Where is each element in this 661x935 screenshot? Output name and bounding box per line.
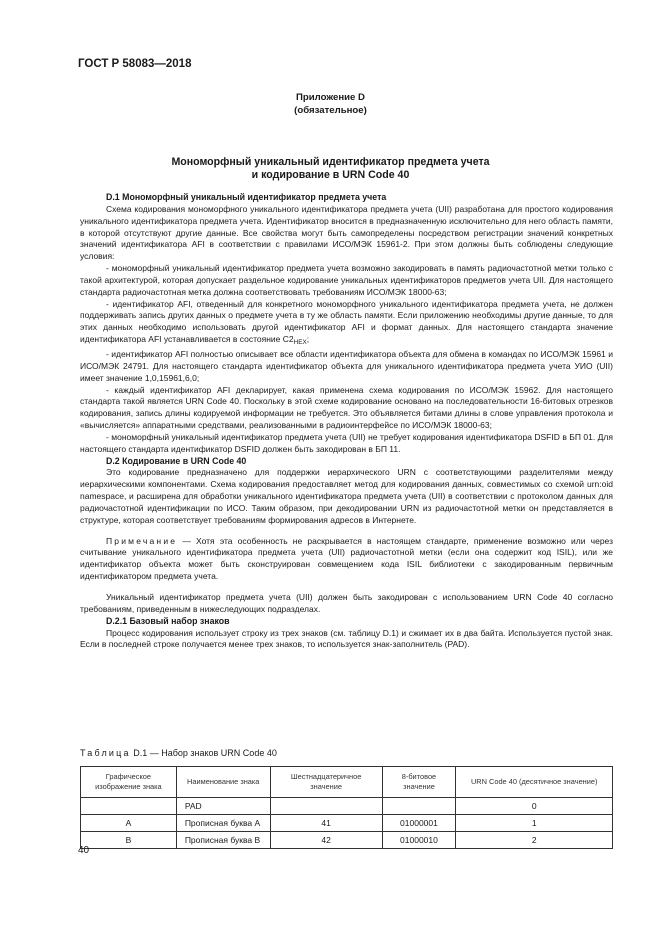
paragraph: Уникальный идентификатор предмета учета (UII) должен быть закодирован с использованием URN Code 40 согласно требованиям, приведенным в нижеследующих подразделах.: [80, 592, 613, 614]
list-item: - идентификатор AFI полностью описывает все области идентификатора объекта для обмена в командах по ИСО/МЭК 15961 и ИСО/МЭК 24791. Для настоящего стандарта идентификатор объекта для уникального идентификатора предмета учета УИО (UII) имеет значение 1,0,15961,6,0;: [80, 348, 613, 383]
table-header-row: [81, 767, 613, 798]
column-header: Наименование знака: [176, 767, 270, 798]
subscript-hex: HEX: [293, 339, 307, 347]
table-cell: A: [81, 815, 177, 832]
table-row: [81, 815, 613, 832]
table-cell: 0: [456, 798, 613, 815]
document-body: [80, 192, 613, 651]
note-text: — Хотя эта особенность не раскрывается в настоящем стандарте, применение возможно или через считывание уникального идентификатора предмета учета (UII) радиочастотной метки (если она содержит код ISIL), или же идентификатор объекта может быть сконструирован совмещением кода ISIL библиотеки с закодированным первичным идентификатором предмета учета.: [80, 535, 613, 582]
table-cell: Прописная буква B: [176, 832, 270, 849]
section-d21-heading: D.2.1 Базовый набор знаков: [106, 615, 230, 626]
table-cell: 1: [456, 815, 613, 832]
annex-status: (обязательное): [294, 105, 367, 116]
spacer: [80, 583, 613, 592]
list-item-text: - идентификатор AFI, отведенный для конкретного мономорфного уникального идентификатора предмета учета, не должен поддерживать запись других данных о предмете учета в ту же область памяти. Если приложению необходимы другие данные, то для этих данных необходимо использовать другой идентификатор AFI и формат данных. Для настоящего стандарта значение идентификатора AFI устанавливается в состояние C2: [80, 298, 613, 345]
standard-header: ГОСТ Р 58083—2018: [78, 58, 192, 70]
list-item: - мономорфный уникальный идентификатор предмета учета (UII) не требует кодирования идентификатора DSFID в БП 01. Для настоящего стандарта идентификатор DSFID должен быть закодирован в БП 11.: [80, 431, 613, 454]
table-cell: 01000001: [382, 815, 456, 832]
column-header: Шестнадцатеричное значение: [270, 767, 382, 798]
annex-title: Приложение D: [296, 92, 365, 103]
table-cell: Прописная буква A: [176, 815, 270, 832]
list-item-end: ;: [306, 334, 310, 345]
table-caption-label: Таблица: [80, 748, 131, 758]
paragraph: Процесс кодирования использует строку из трех знаков (см. таблицу D.1) и сжимает их в два байта. Используется пустой знак. Если в последней строке получается менее трех знаков, то используется знак-заполнитель (PAD).: [80, 627, 613, 650]
table-row: [81, 832, 613, 849]
charset-table: [80, 766, 613, 849]
note: [80, 536, 613, 583]
column-header: Графическое изображение знака: [81, 767, 177, 798]
section-d1-heading: D.1 Мономорфный уникальный идентификатор предмета учета: [106, 192, 387, 202]
table-cell: 41: [270, 815, 382, 832]
table-cell: B: [81, 832, 177, 849]
note-label: Примечание: [106, 535, 178, 546]
column-header: 8-битовое значение: [382, 767, 456, 798]
column-header: URN Code 40 (десятичное значение): [456, 767, 613, 798]
table-cell: PAD: [176, 798, 270, 815]
table-cell: 42: [270, 832, 382, 849]
spacer: [80, 527, 613, 536]
list-item: - мономорфный уникальный идентификатор предмета учета возможно закодировать в память радиочастотной метки только с такой архитектурой, которая допускает раздельное кодирование уникальных идентификаторов предметов учета UII. Для настоящего стандарта радиочастотная метка должна соответствовать требованиям ИСО/МЭК 18000-63;: [80, 263, 613, 297]
table-cell: 01000010: [382, 832, 456, 849]
table-caption: [80, 748, 277, 758]
list-item: - каждый идентификатор AFI декларирует, какая применена схема кодирования по ИСО/МЭК 15962. Для настоящего стандарта такой является URN Code 40. Поскольку в этой схеме кодирование основано на последовательности 16-битовых отрезков кодирования, запись длины кодируемой информации не требуется. Это объявляется битами длины в слове управления протокола и «вычисляется» аппаратными средствами, реализованными в радиоинтерфейсе по ИСО/МЭК 18000-63;: [80, 384, 613, 431]
table-row: [81, 798, 613, 815]
main-title-line2: и кодирование в URN Code 40: [251, 169, 410, 181]
main-title-line1: Мономорфный уникальный идентификатор предмета учета: [171, 156, 490, 168]
table-cell: [270, 798, 382, 815]
table-cell: [81, 798, 177, 815]
paragraph: Это кодирование предназначено для поддержки иерархического URN с соответствующими разделителями между иерархическими компонентами. Схема кодирования предоставляет метод для кодирования данных, совместимых со схемой urn:oid namespace, и расширена для обработки уникального идентификатора предмета учета (UII) в соответствии с протоколом данных для радиочастотной идентификации по ИСО. Таким образом, при декодировании URN из радиочастотной метки он представляется в структуре, которая соответствует требованиям формирования адресов в Интернете.: [80, 467, 613, 525]
annex-main-title: [0, 156, 661, 182]
section-d2-heading: D.2 Кодирование в URN Code 40: [106, 455, 247, 466]
page-number: 40: [78, 845, 90, 856]
table-cell: [382, 798, 456, 815]
paragraph: Схема кодирования мономорфного уникального идентификатора предмета учета (UII) разработана для простого кодирования уникального идентификатора предмета учета. Идентификатор вносится в предназначенную исключительно для него область памяти, в которой отсутствуют другие данные. Все свойства могут быть самопределены посредством регистрации значений конкретных значений идентификатора AFI в соответствии с правилами ИСО/МЭК 15961-2. При этом должны быть соблюдены следующие условия:: [80, 203, 613, 262]
table-cell: 2: [456, 832, 613, 849]
table-caption-text: D.1 — Набор знаков URN Code 40: [130, 748, 277, 758]
list-item: [80, 299, 613, 349]
